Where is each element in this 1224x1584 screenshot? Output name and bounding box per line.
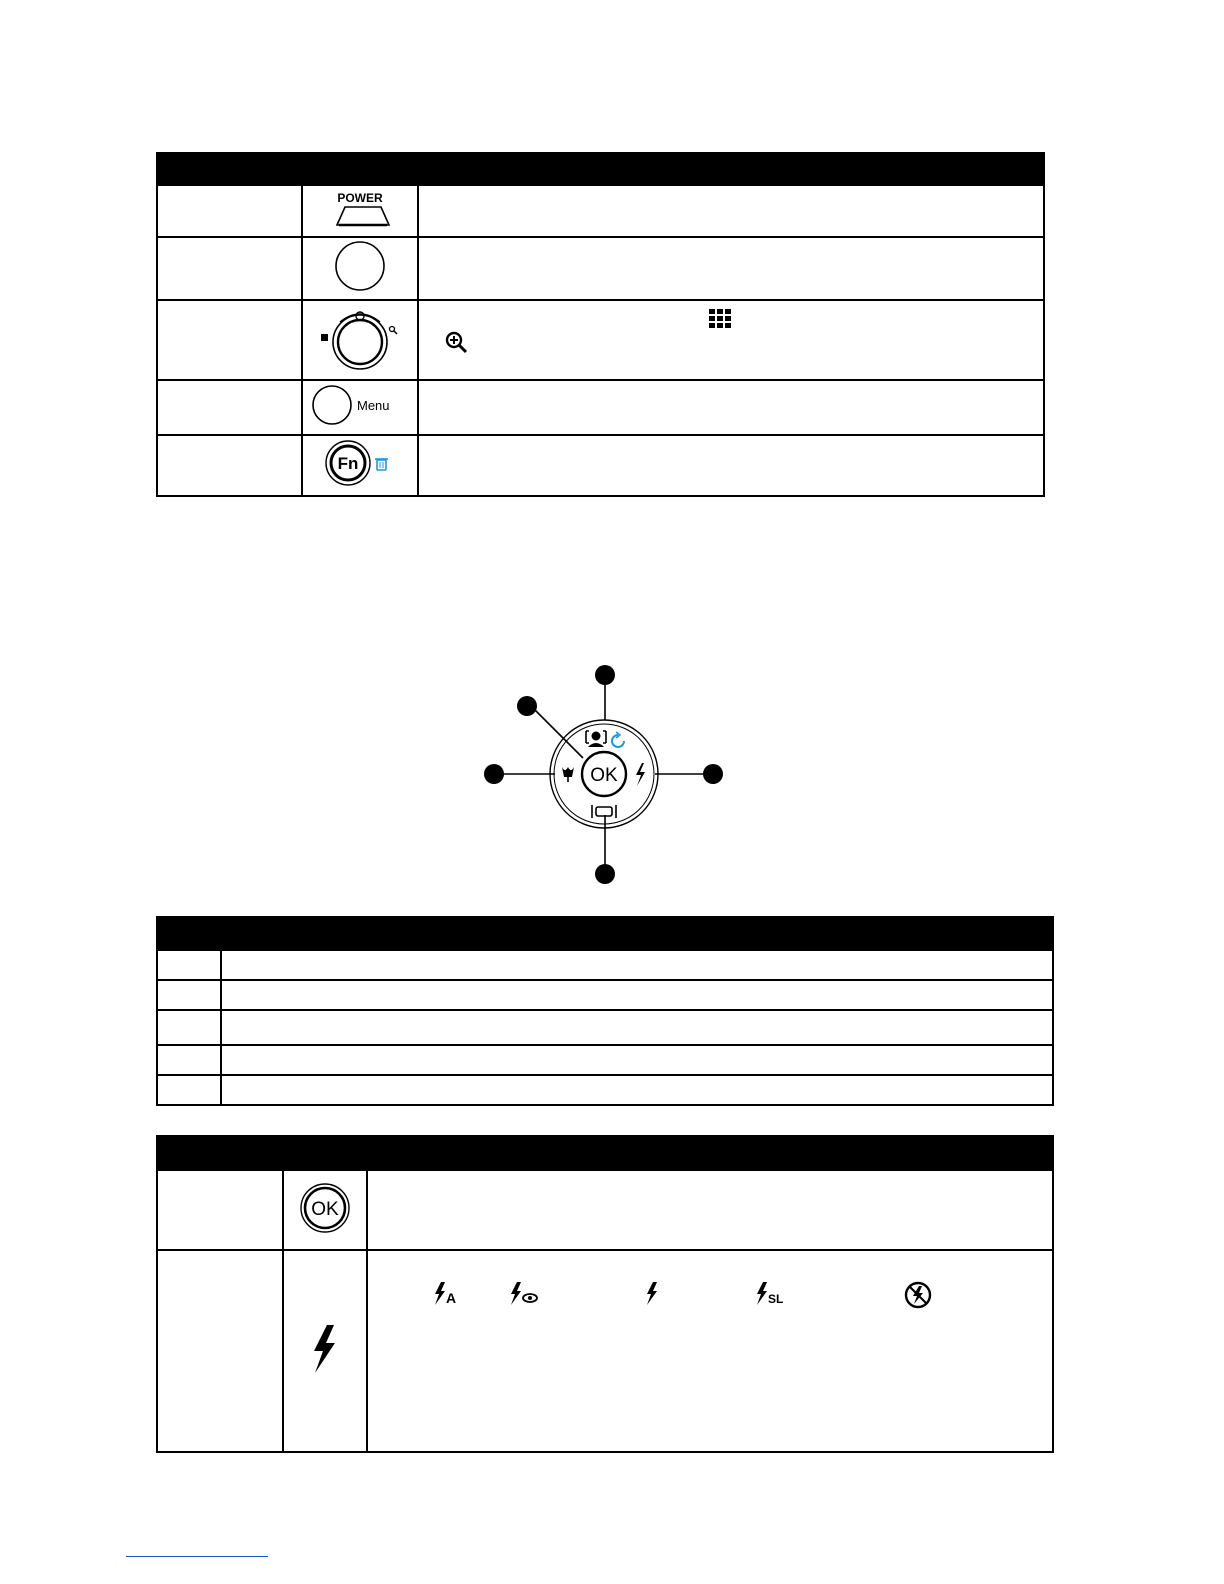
- callout-dot-right: [703, 764, 723, 784]
- table-cell-number: [157, 980, 221, 1010]
- fn-delete-button-icon: [322, 436, 398, 490]
- flash-auto-icon: [432, 1281, 462, 1307]
- shutter-button-icon: [333, 239, 387, 293]
- table-cell-icon: [302, 237, 418, 300]
- table-cell-name: [157, 380, 302, 435]
- table-row: [157, 185, 1044, 237]
- table-cell-icon: [302, 300, 418, 380]
- power-label: POWER: [337, 190, 383, 205]
- display-icon: [592, 805, 616, 818]
- table-cell-number: [157, 1045, 221, 1075]
- fn-label: Fn: [337, 454, 359, 473]
- menu-label: Menu: [357, 398, 390, 413]
- table-header: [157, 917, 1053, 950]
- table-cell-name: [157, 185, 302, 237]
- macro-icon: [562, 767, 574, 782]
- face-detect-icon: [586, 731, 606, 747]
- flash-button-icon: [305, 1321, 345, 1377]
- table-cell-desc: [418, 237, 1044, 300]
- table-row: [157, 300, 1044, 380]
- table-cell-name: [157, 300, 302, 380]
- table-header-row: [157, 917, 1053, 950]
- table-row: [157, 1010, 1053, 1045]
- ok-icon-label: OK: [311, 1198, 339, 1220]
- table-cell-icon: [283, 1250, 367, 1452]
- menu-button-icon: [310, 382, 410, 428]
- zoom-lever-icon: [318, 302, 402, 374]
- rotate-icon: [612, 732, 624, 747]
- table-header-row: [157, 1136, 1053, 1170]
- table-cell-desc: [418, 300, 1044, 380]
- table-cell-name: [157, 435, 302, 496]
- table-cell-desc: [418, 435, 1044, 496]
- power-button-icon: [325, 189, 395, 229]
- table-cell-name: [157, 237, 302, 300]
- table-cell-desc: [367, 1170, 1053, 1250]
- table-row: [157, 980, 1053, 1010]
- table-cell-icon: [302, 185, 418, 237]
- table-row: [157, 1250, 1053, 1452]
- thumbnail-grid-icon: [709, 309, 733, 329]
- table-row: [157, 435, 1044, 496]
- table-cell-number: [157, 1075, 221, 1105]
- callout-dot-ok: [517, 696, 537, 716]
- ok-button-icon: [298, 1181, 352, 1235]
- table-row: [157, 950, 1053, 980]
- callout-dot-up: [595, 665, 615, 685]
- table-cell-desc: [418, 380, 1044, 435]
- table-cell-number: [157, 1010, 221, 1045]
- flash-slow-sync-icon: [754, 1281, 790, 1307]
- flash-icon: [636, 763, 645, 786]
- flash-off-icon: [904, 1281, 934, 1311]
- dial-functions-table: [156, 916, 1054, 1106]
- table-cell-desc: [221, 950, 1053, 980]
- flash-red-eye-icon: [508, 1281, 540, 1307]
- table-cell-icon: [302, 435, 418, 496]
- ok-label: OK: [590, 765, 618, 786]
- table-cell-name: [157, 1250, 283, 1452]
- table-cell-desc: [221, 1075, 1053, 1105]
- table-cell-icon: [283, 1170, 367, 1250]
- footer-link[interactable]: [126, 1556, 268, 1557]
- table-header-row: [157, 153, 1044, 185]
- table-cell-desc: [221, 1010, 1053, 1045]
- flash-auto-label: A: [446, 1290, 457, 1306]
- table-cell-name: [157, 1170, 283, 1250]
- ok-flash-table: [156, 1135, 1054, 1453]
- zoom-in-icon: [445, 331, 469, 355]
- table-cell-desc: [221, 1045, 1053, 1075]
- table-cell-desc: [418, 185, 1044, 237]
- table-row: [157, 1045, 1053, 1075]
- table-row: [157, 1075, 1053, 1105]
- table-header: [157, 1136, 1053, 1170]
- table-row: [157, 1170, 1053, 1250]
- trash-icon: [375, 459, 388, 470]
- button-functions-table: [156, 152, 1045, 497]
- table-header: [157, 153, 1044, 185]
- table-row: [157, 380, 1044, 435]
- table-cell-desc: [367, 1250, 1053, 1452]
- flash-slow-sync-label: SL: [768, 1292, 784, 1306]
- callout-dot-down: [595, 864, 615, 884]
- navigation-dial-diagram: [470, 655, 730, 890]
- table-cell-desc: [221, 980, 1053, 1010]
- table-row: [157, 237, 1044, 300]
- callout-dot-left: [484, 764, 504, 784]
- flash-forced-icon: [644, 1281, 662, 1307]
- table-cell-icon: [302, 380, 418, 435]
- table-cell-number: [157, 950, 221, 980]
